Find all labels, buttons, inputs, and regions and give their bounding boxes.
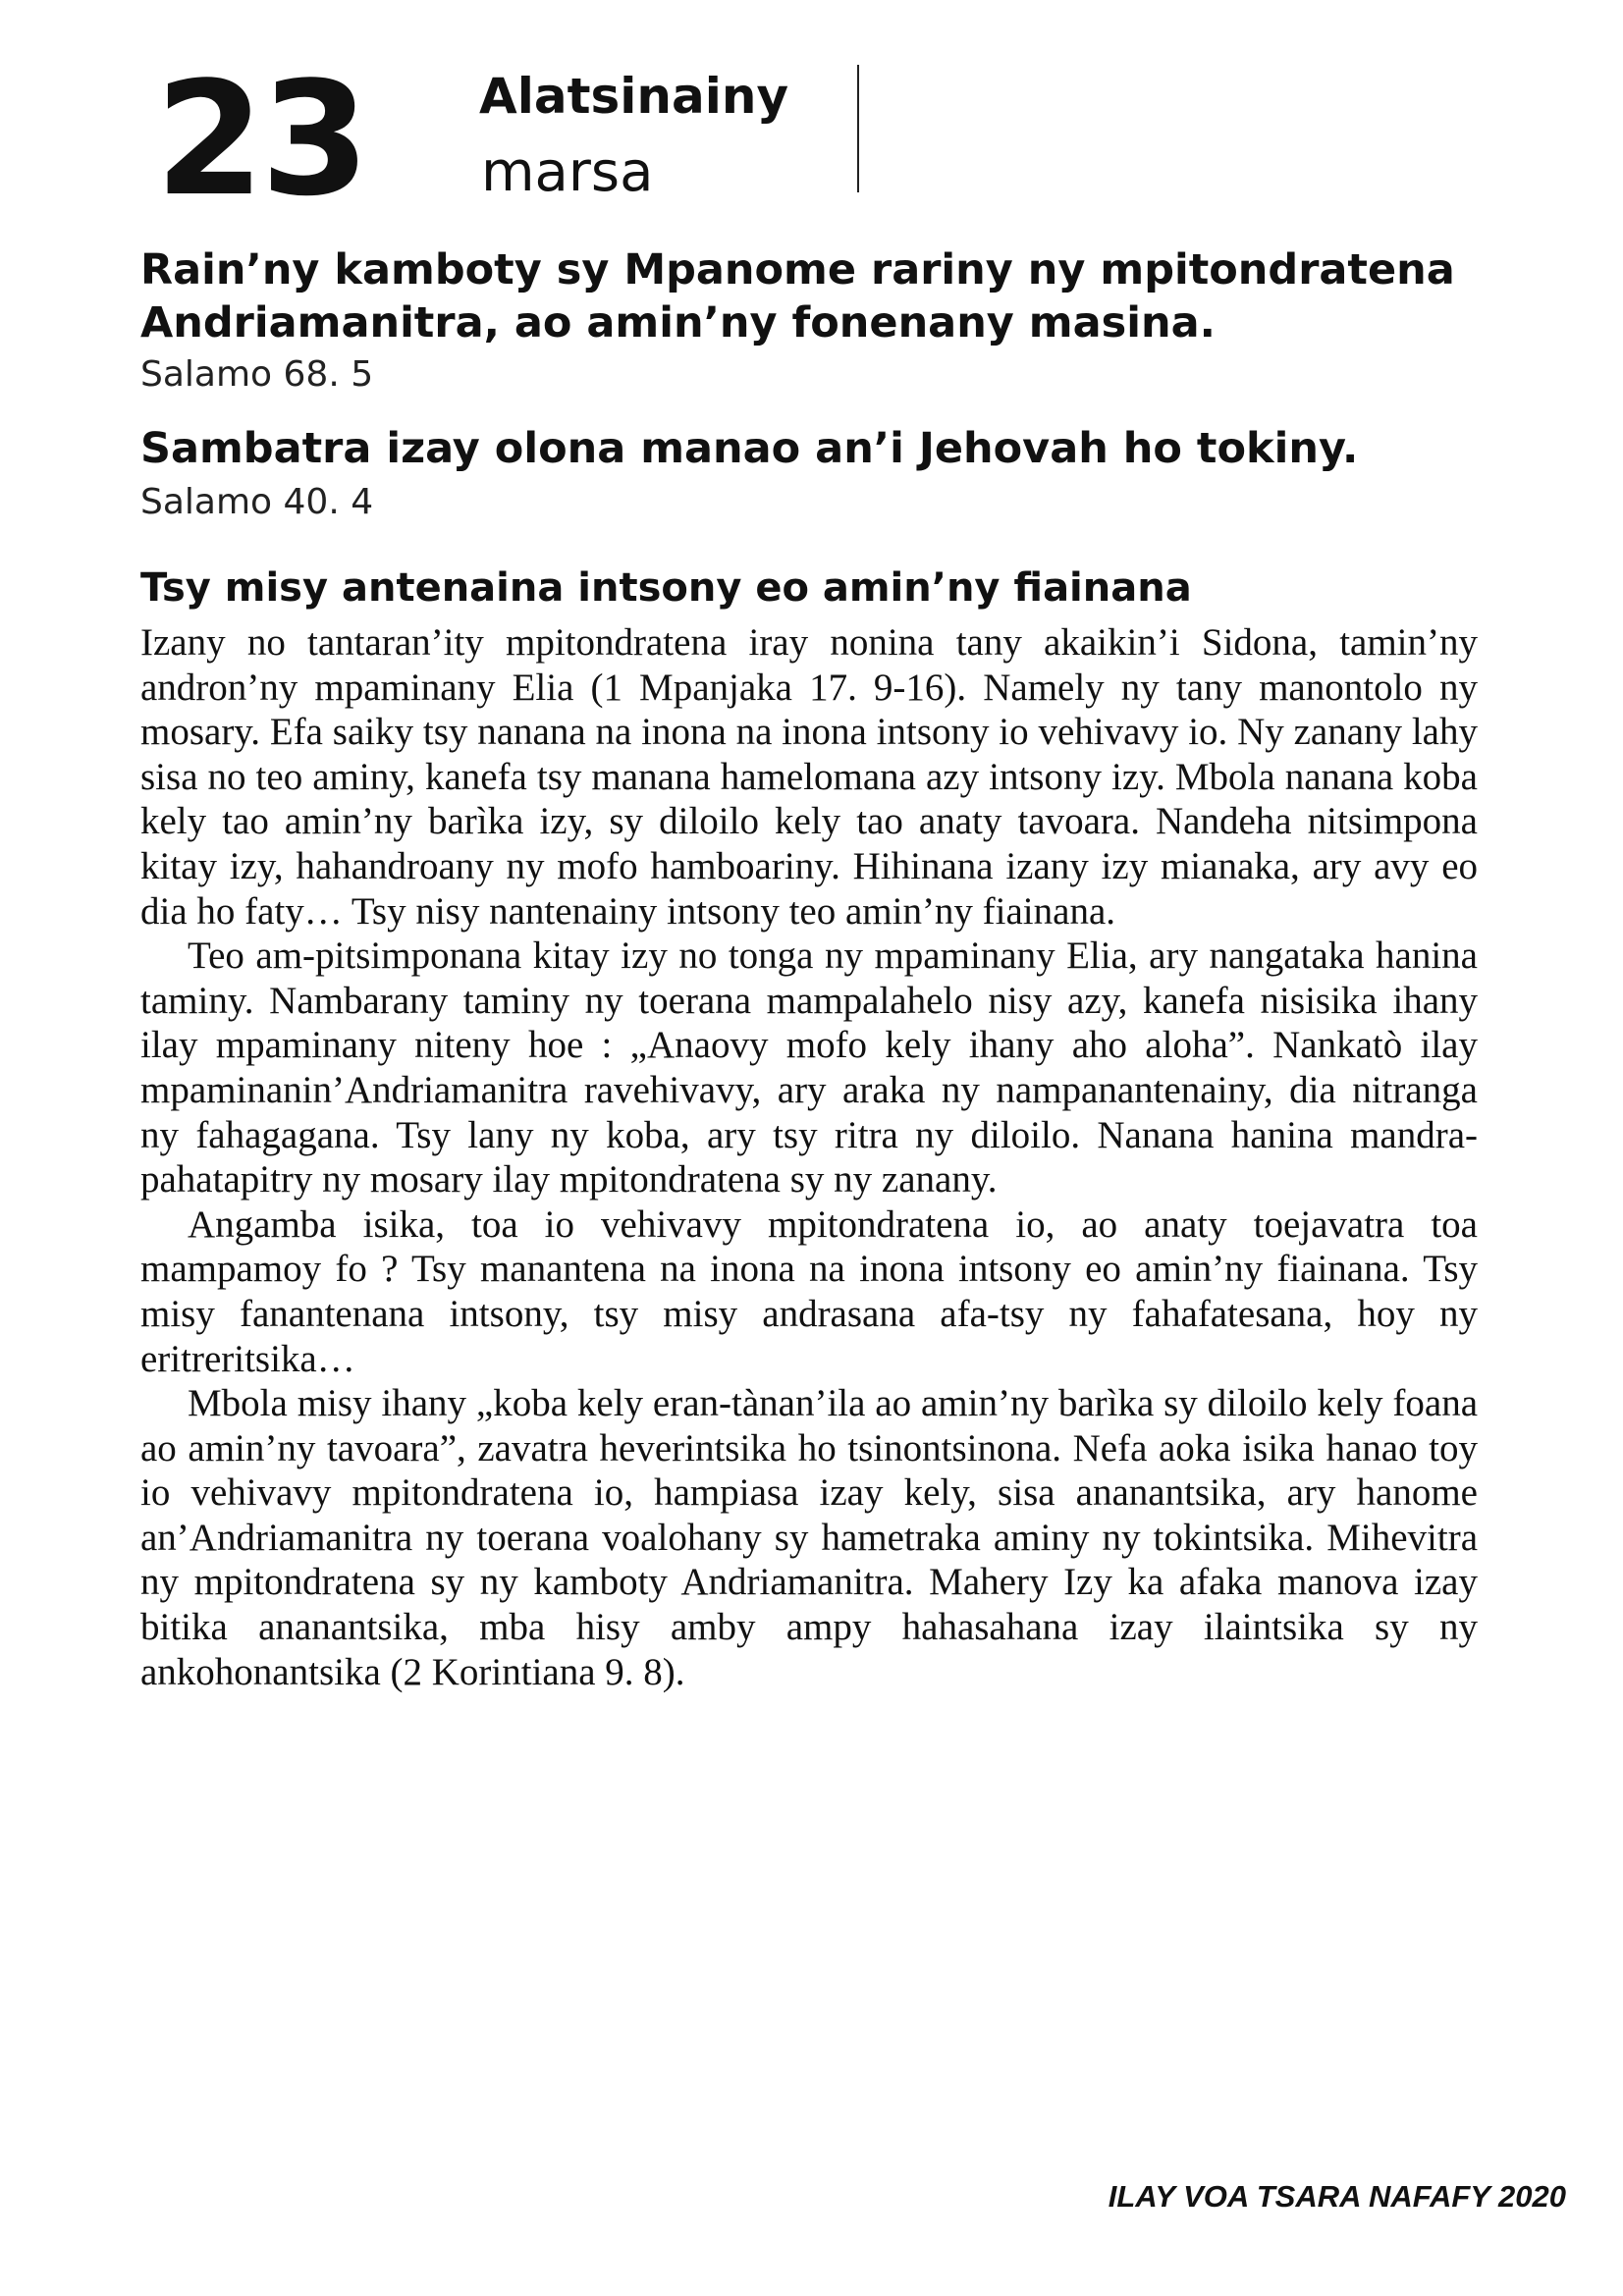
day-number: 23 [155,47,366,231]
paragraph: Teo am-pitsimponana kitay izy no tonga ny mpaminany Elia, ary nangataka hanina taminy. Nambarany taminy ny toerana mampalahelo nisy azy, kanefa nisisika ihany ilay mpaminany niteny hoe : „Anaovy mofo kely ihany aho aloha”. Nankatò ilay mpaminanin’Andriamanitra ravehivavy, ary araka ny nampanantenainy, dia nitranga ny fahagagana. Tsy lany ny koba, ary tsy ritra ny diloilo. Nanana hanina mandra-pahatapitry ny mosary ilay mpitondratena sy ny zanany. [140,934,1478,1201]
article-body [140,620,1478,1694]
verse-reference: Salamo 68. 5 [140,354,374,395]
header-divider [857,65,859,192]
paragraph: Mbola misy ihany „koba kely eran-tànan’ila ao amin’ny barìka sy diloilo kely foana ao amin’ny tavoara”, zavatra heverintsika ho tsinontsinona. Nefa aoka isika hanao toy io vehivavy mpitondratena io, hampiasa izay kely, sisa ananantsika, ary hanome an’Andriamanitra ny toerana voalohany sy hametraka aminy ny tokintsika. Mihevitra ny mpitondratena sy ny kamboty Andriamanitra. Mahery Izy ka afaka manova izay bitika ananantsika, mba hisy amby ampy hahasahana izay ilaintsika sy ny ankohonantsika (2 Korintiana 9. 8). [140,1382,1478,1693]
verse-text: Rain’ny kamboty sy Mpanome rariny ny mpitondratena Andriamanitra, ao amin’ny fonenany masina. [140,245,1455,347]
paragraph: Izany no tantaran’ity mpitondratena iray nonina tany akaikin’i Sidona, tamin’ny andron’ny mpaminany Elia (1 Mpanjaka 17. 9-16). Namely ny tany manontolo ny mosary. Efa saiky tsy nanana na inona na inona intsony io vehivavy io. Ny zanany lahy sisa no teo aminy, kanefa tsy manana hamelomana azy intsony izy. Mbola nanana koba kely tao amin’ny barìka izy, sy diloilo kely tao anaty tavoara. Nandeha nitsimpona kitay izy, hahandroany ny mofo hamboariny. Hihinana izany izy mianaka, ary avy eo dia ho faty… Tsy nisy nantenainy intsony teo amin’ny fiainana. [140,621,1478,933]
article-title: Tsy misy antenaina intsony eo amin’ny fiainana [140,565,1192,611]
paragraph: Angamba isika, toa io vehivavy mpitondratena io, ao anaty toejavatra toa mampamoy fo ? Tsy manantena na inona na inona intsony eo amin’ny fiainana. Tsy misy fanantenana intsony, tsy misy andrasana afa-tsy ny fahafatesana, hoy ny eritreritsika… [140,1202,1478,1380]
footer-publication-title: ILAY VOA TSARA NAFAFY 2020 [1108,2179,1566,2214]
verse-text: Sambatra izay olona manao an’i Jehovah ho tokiny. [140,424,1359,473]
weekday: Alatsinainy [479,68,789,125]
month: marsa [481,140,654,204]
verse-reference: Salamo 40. 4 [140,482,374,522]
